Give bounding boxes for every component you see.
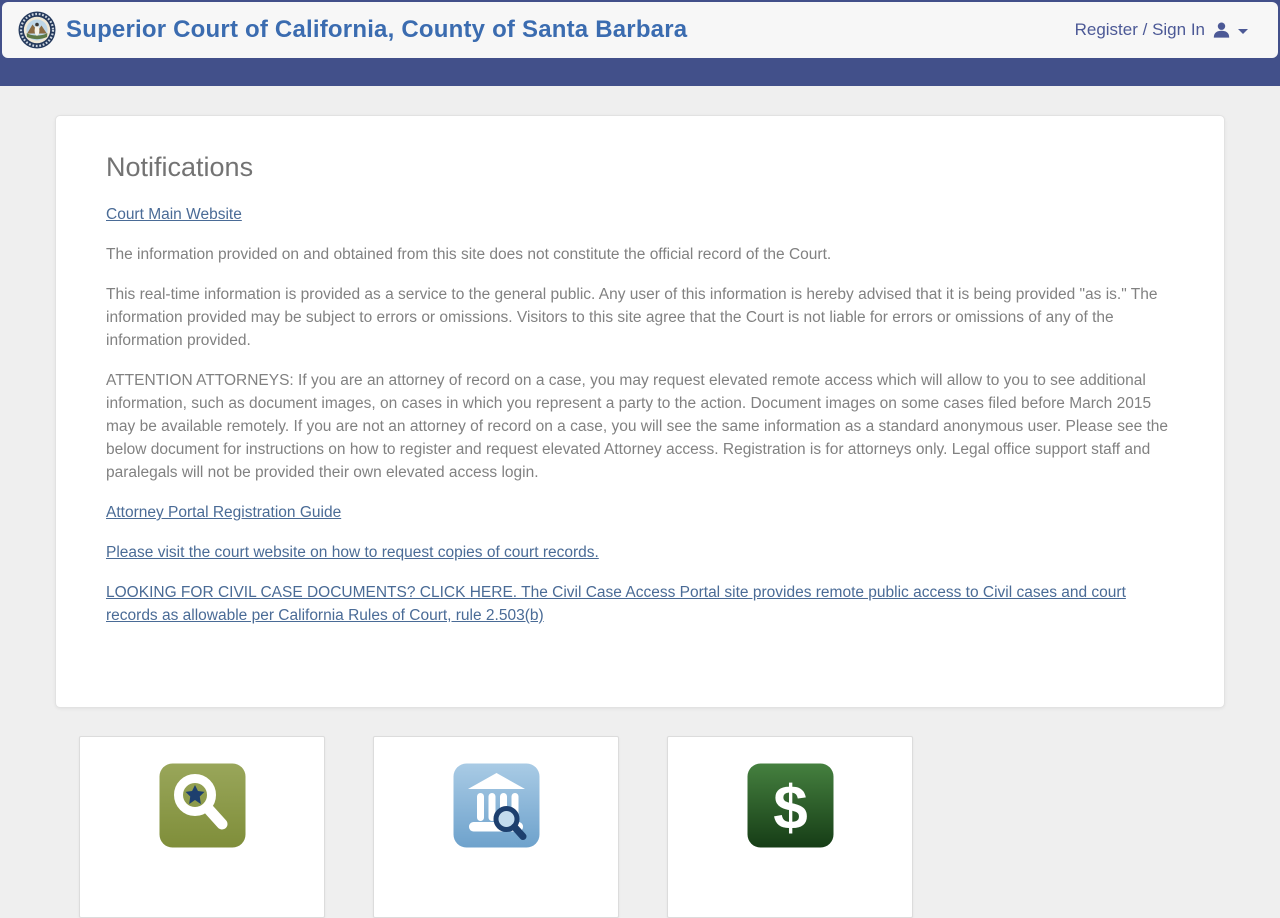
attorney-portal-registration-guide-link[interactable]: Attorney Portal Registration Guide xyxy=(106,504,342,521)
register-sign-in[interactable] xyxy=(1075,20,1262,40)
tile-smart-search[interactable] xyxy=(79,736,325,918)
svg-text:$: $ xyxy=(772,774,808,843)
top-banner xyxy=(0,0,1280,86)
notifications-panel xyxy=(55,115,1225,708)
attention-attorneys-paragraph: ATTENTION ATTORNEYS: If you are an attorney of record on a case, you may request elevated remote access which will allow to you to see additional information, such as document images, on cases in which you represent a party to the action. Document images on some cases filed before March 2015 may be available remotely. If you are not an attorney of record on a case, you will see the same information as a standard anonymous user. Please see the below document for instructions on how to register and request elevated Attorney access. Registration is for attorneys only. Legal office support staff and paralegals will not be provided their own elevated access login. xyxy=(106,372,1169,481)
tile-court-case-search[interactable] xyxy=(373,736,619,918)
chevron-down-icon xyxy=(1238,29,1248,34)
brand[interactable] xyxy=(18,11,687,49)
smart-search-icon xyxy=(159,763,246,848)
civil-case-documents-link[interactable]: LOOKING FOR CIVIL CASE DOCUMENTS? CLICK HERE. The Civil Case Access Portal site provides remote public access to Civil cases and court records as allowable per California Rules of Court, rule 2.503(b) xyxy=(106,584,1126,624)
header-bar xyxy=(2,2,1278,58)
request-copies-link[interactable]: Please visit the court website on how to request copies of court records. xyxy=(106,544,599,561)
portal-tiles xyxy=(55,736,1225,918)
court-case-search-icon xyxy=(453,763,540,848)
tile-make-payment[interactable] xyxy=(667,736,913,918)
realtime-info-paragraph: This real-time information is provided as a service to the general public. Any user of this information is hereby advised that it is being provided "as is." The information provided may be subject to errors or omissions. Visitors to this site agree that the Court is not liable for errors or omissions of any of the information provided. xyxy=(106,286,1158,349)
user-icon xyxy=(1212,21,1231,39)
navbar xyxy=(2,58,1278,86)
court-main-website-link[interactable]: Court Main Website xyxy=(106,206,242,223)
make-payment-icon xyxy=(747,763,834,848)
notifications-heading: Notifications xyxy=(106,152,254,182)
register-sign-in-label: Register / Sign In xyxy=(1074,20,1205,39)
court-seal-logo xyxy=(18,11,56,49)
disclaimer-paragraph: The information provided on and obtained from this site does not constitute the official record of the Court. xyxy=(106,246,832,263)
page-title: Superior Court of California, County of Santa Barbara xyxy=(66,16,688,43)
